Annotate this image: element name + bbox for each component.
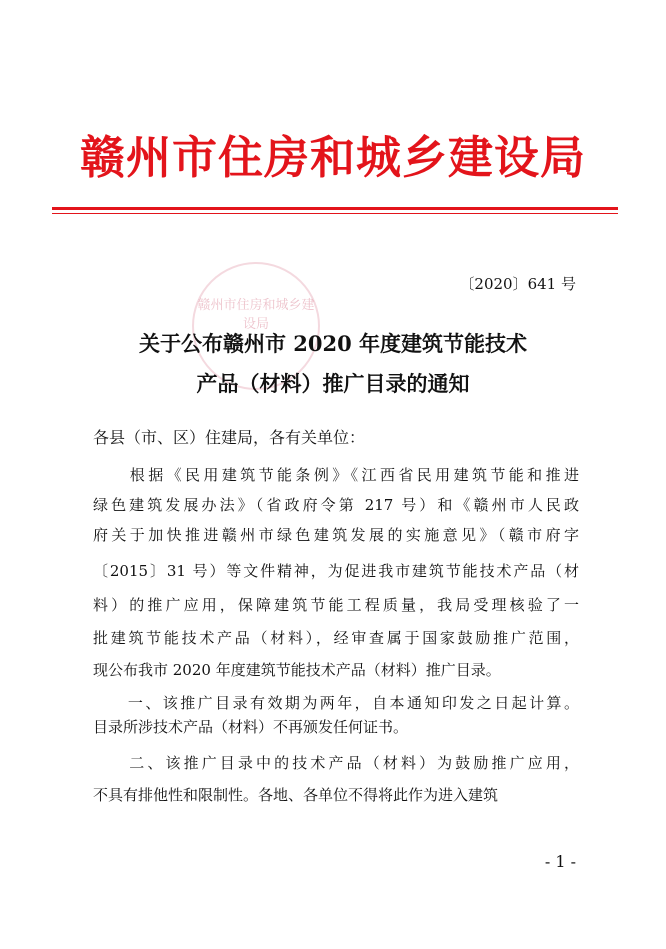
letterhead-divider-thick [52,207,618,210]
body-line: 〔2015〕31 号）等文件精神，为促进我市建筑节能技术产品（材 [93,562,579,580]
body-line: 目录所涉技术产品（材料）不再颁发任何证书。 [93,718,409,736]
body-line: 现公布我市 2020 年度建筑节能技术产品（材料）推广目录。 [93,661,501,679]
letterhead-title: 赣州市住房和城乡建设局 [79,131,586,184]
body-line: 料）的推广应用，保障建筑节能工程质量，我局受理核验了一 [93,596,579,614]
body-line: 绿色建筑发展办法》（省政府令第 217 号）和《赣州市人民政 [93,496,579,514]
document-title-line-1: 关于公布赣州市 2020 年度建筑节能技术 [138,331,528,356]
page-number: - 1 - [544,852,576,871]
body-line: 二、该推广目录中的技术产品（材料）为鼓励推广应用， [93,754,579,772]
body-line: 根据《民用建筑节能条例》《江西省民用建筑节能和推进 [93,466,579,484]
body-line: 批建筑节能技术产品（材料），经审查属于国家鼓励推广范围， [93,629,579,647]
seal-text: 赣州市住房和城乡建设局 [197,298,315,332]
body-line: 一、该推广目录有效期为两年，自本通知印发之日起计算。 [93,694,579,712]
salutation: 各县（市、区）住建局，各有关单位： [93,428,366,447]
body-line: 府关于加快推进赣州市绿色建筑发展的实施意见》（赣市府字 [93,526,579,544]
body-line: 不具有排他性和限制性。各地、各单位不得将此作为进入建筑 [93,786,499,804]
letterhead-divider-thin [52,213,618,214]
document-title-line-2: 产品（材料）推广目录的通知 [196,371,470,396]
document-number: 〔2020〕641 号 [459,275,576,293]
